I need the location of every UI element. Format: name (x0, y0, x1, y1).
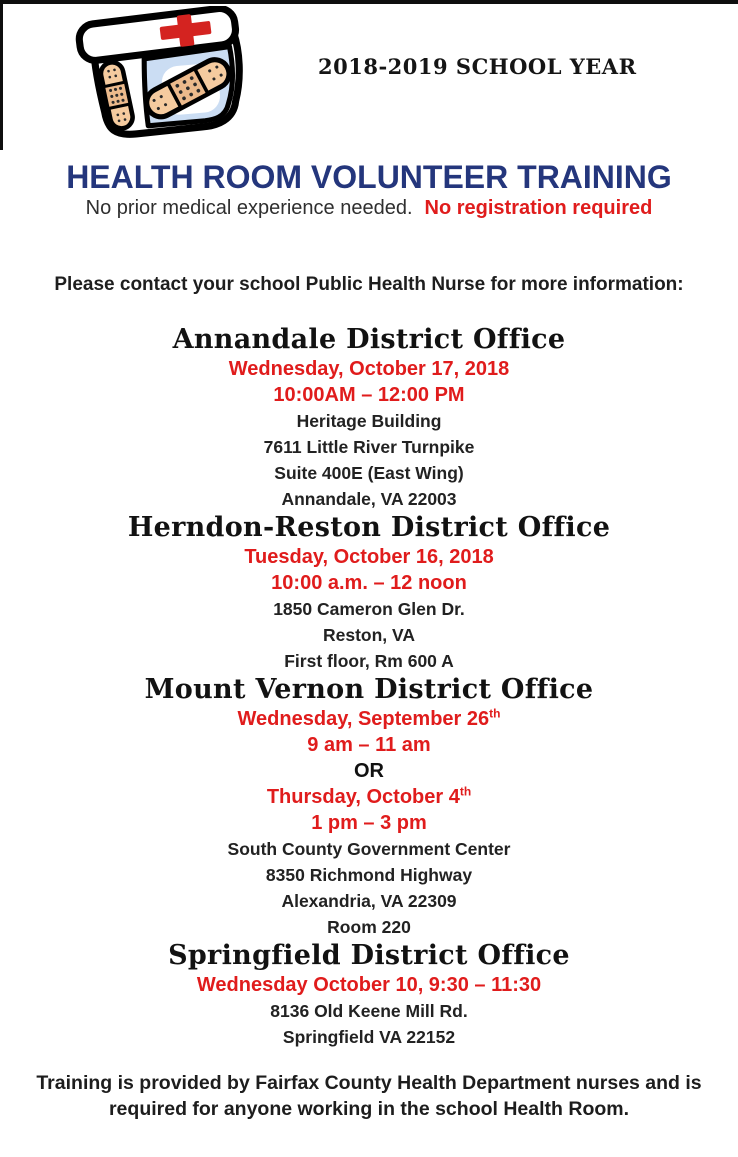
address-line: First floor, Rm 600 A (284, 651, 454, 671)
event-date: Wednesday, October 17, 2018 (228, 358, 510, 380)
address-line: Suite 400E (East Wing) (274, 463, 464, 483)
office-section-annandale (0, 324, 738, 512)
office-section-mount-vernon (0, 674, 738, 940)
or-separator: OR (354, 760, 384, 782)
school-year: 2018-2019 SCHOOL YEAR (318, 54, 637, 79)
office-list (0, 324, 738, 1050)
office-section-herndon-reston (0, 512, 738, 674)
event-time: 1 pm – 3 pm (311, 812, 427, 834)
ordinal-suffix: th (489, 706, 501, 721)
first-aid-kit-icon (62, 6, 267, 138)
office-name: Springfield District Office (168, 940, 570, 971)
address-line: South County Government Center (227, 839, 511, 859)
contact-instruction: Please contact your school Public Health Nurse for more information: (54, 274, 684, 295)
event-time: 9 am – 11 am (307, 734, 431, 756)
office-name: Mount Vernon District Office (144, 674, 594, 705)
address-line: 8350 Richmond Highway (265, 865, 473, 885)
address-line: Alexandria, VA 22309 (281, 891, 457, 911)
address-line: 7611 Little River Turnpike (263, 437, 475, 457)
event-date: Tuesday, October 16, 2018 (244, 546, 494, 568)
office-name: Herndon-Reston District Office (127, 512, 611, 543)
flyer-header (0, 0, 738, 150)
event-date-text: Wednesday, September 26 (237, 708, 490, 730)
event-date (0, 706, 738, 732)
address-line: Annandale, VA 22003 (281, 489, 457, 509)
event-time: 10:00AM – 12:00 PM (273, 384, 465, 406)
office-name: Annandale District Office (172, 324, 566, 355)
subtitle-plain: No prior medical experience needed. (85, 197, 413, 219)
event-date: Wednesday October 10, 9:30 – 11:30 (196, 974, 542, 996)
footer-note: Training is provided by Fairfax County Health Department nurses and is required for anyone working in the school Health Room. (36, 1072, 702, 1120)
ordinal-suffix: th (459, 784, 472, 799)
address-line: 8136 Old Keene Mill Rd. (270, 1001, 468, 1021)
address-line: Springfield VA 22152 (282, 1027, 456, 1047)
address-line: Room 220 (327, 917, 411, 937)
no-registration-note: No registration required (424, 197, 653, 219)
event-date-text: Thursday, October 4 (266, 786, 460, 808)
event-time: 10:00 a.m. – 12 noon (271, 572, 467, 594)
address-line: Reston, VA (322, 625, 416, 645)
page-title: HEALTH ROOM VOLUNTEER TRAINING (66, 159, 672, 195)
event-date (0, 784, 738, 810)
address-line: Heritage Building (296, 411, 442, 431)
office-section-springfield (0, 940, 738, 1050)
subtitle (0, 196, 738, 220)
address-line: 1850 Cameron Glen Dr. (273, 599, 465, 619)
